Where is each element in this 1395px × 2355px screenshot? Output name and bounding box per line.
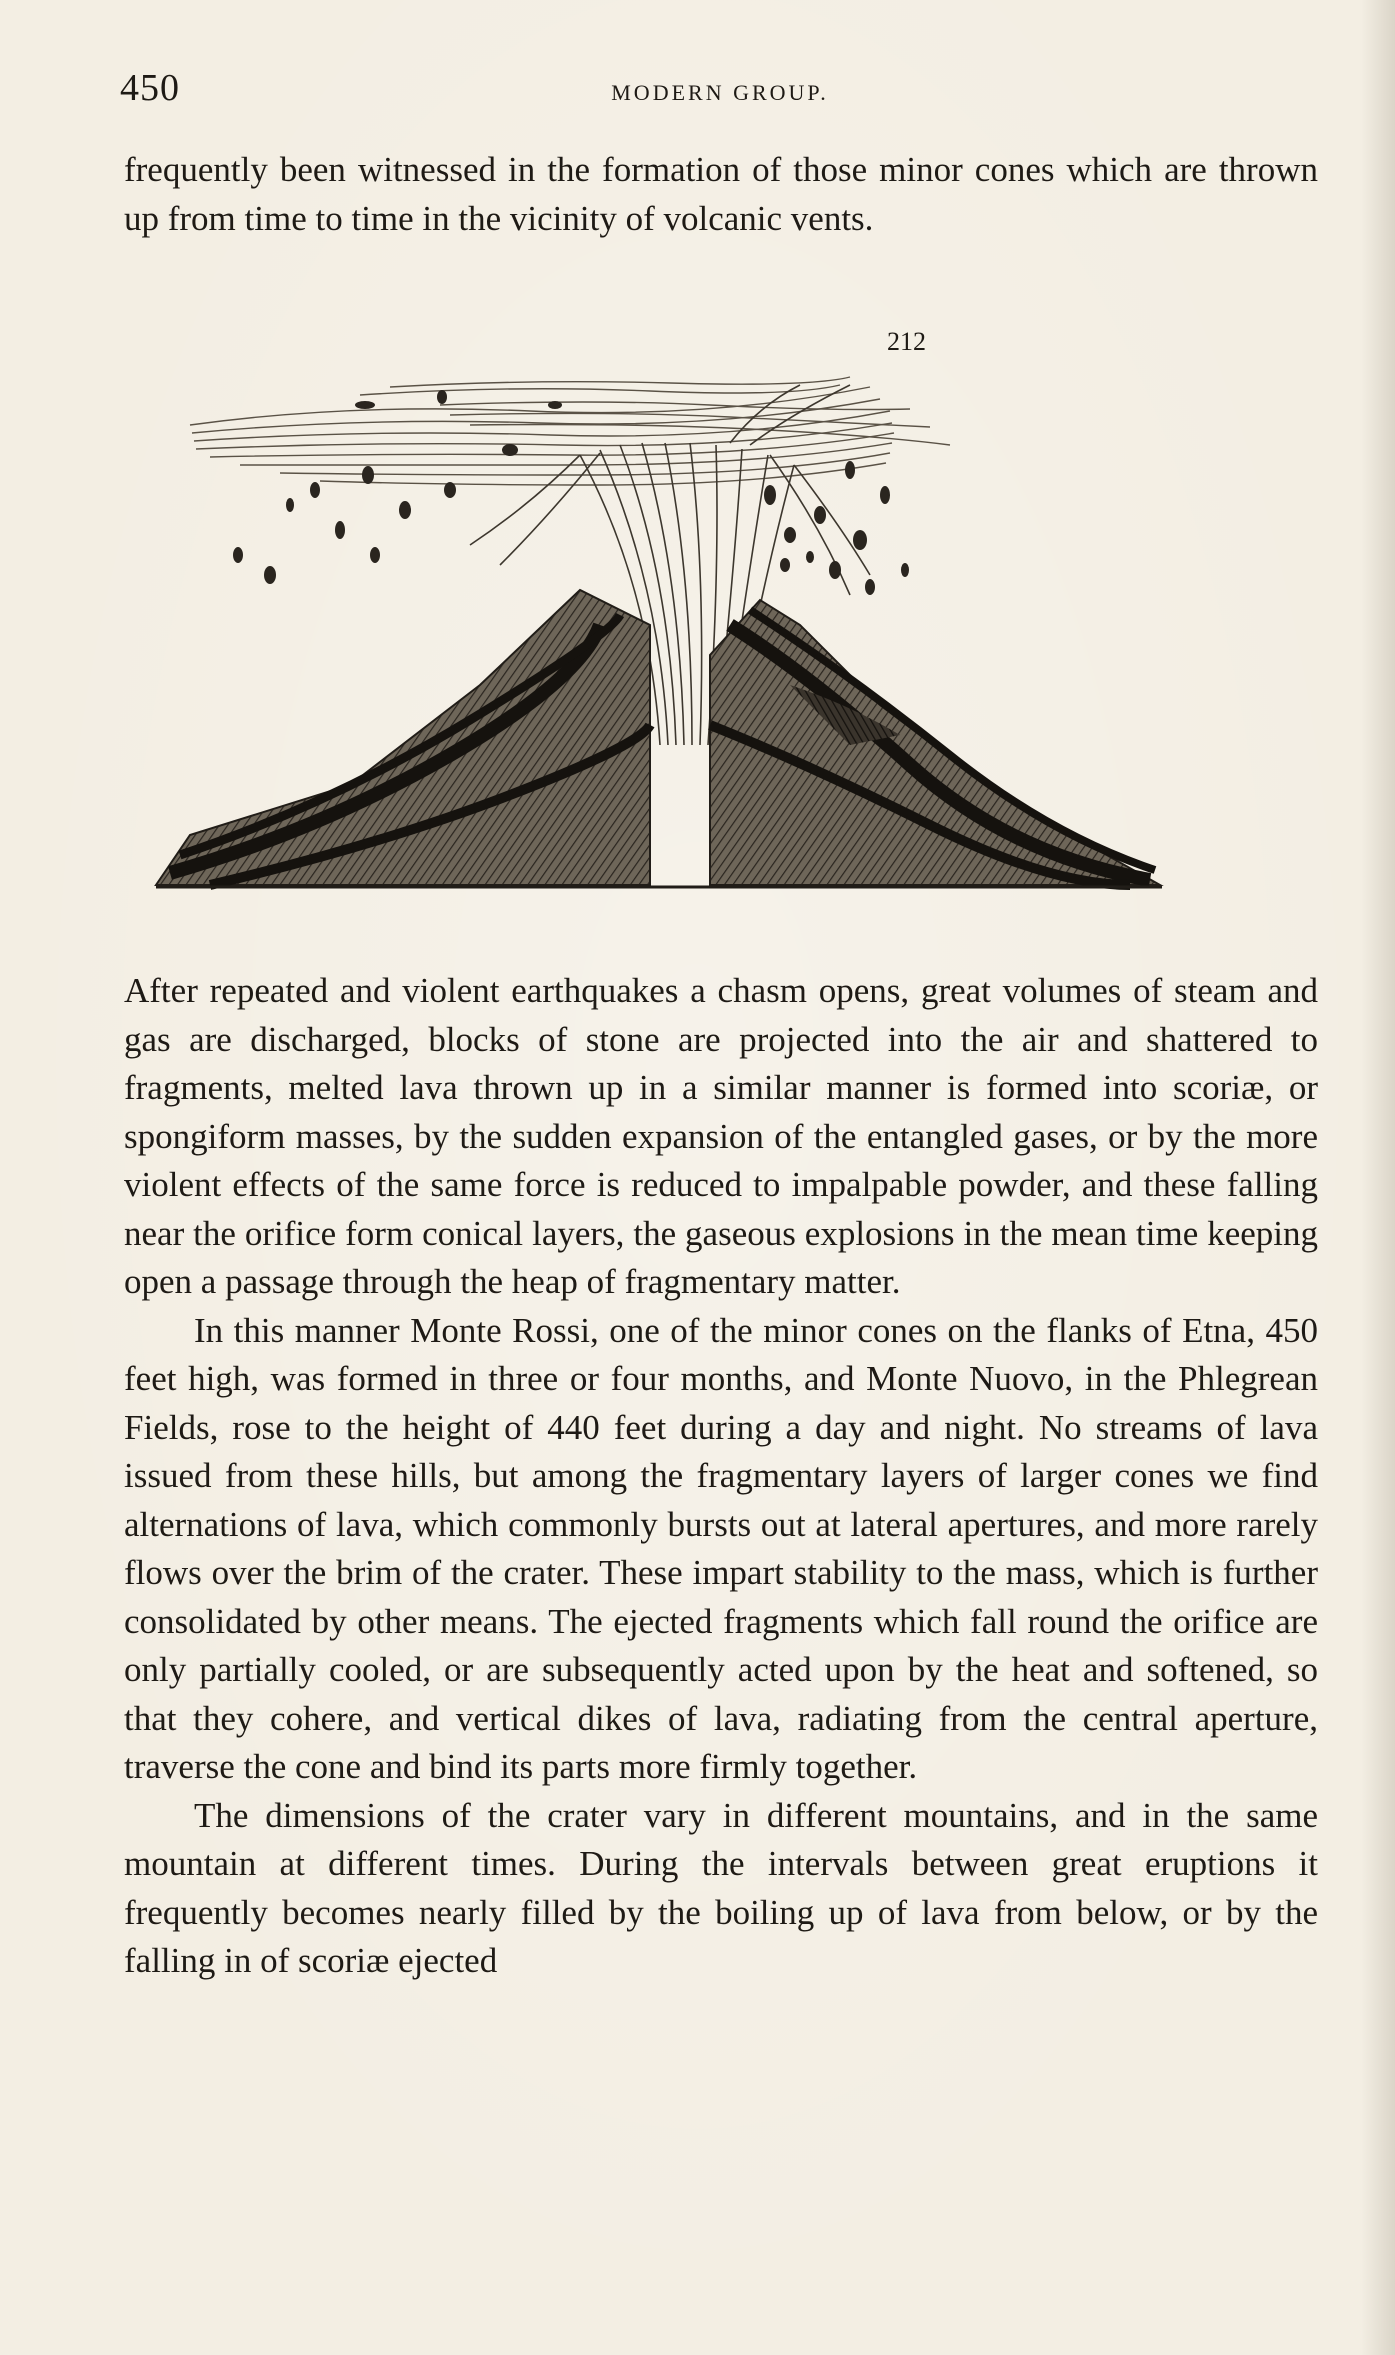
page-number: 450 <box>120 67 180 109</box>
intro-text-block <box>124 146 1318 243</box>
volcano-engraving <box>150 325 1320 925</box>
page-edge-shadow <box>1361 0 1395 2355</box>
body-paragraph-2: In this manner Monte Rossi, one of the minor cones on the flanks of Etna, 450 feet high, was formed in three or four months, and Monte Nuovo, in the Phlegrean Fields, rose to the height of 440 feet during a day and night. No streams of lava issued from these hills, but among the fragmentary layers of larger cones we find alternations of lava, which commonly bursts out at lateral apertures, and more rarely flows over the brim of the crater. These impart stability to the mass, which is further consolidated by other means. The ejected fragments which fall round the orifice are only partially cooled, or are subsequently acted upon by the heat and softened, so that they cohere, and vertical dikes of lava, radiating from the central aperture, traverse the cone and bind its parts more firmly together. <box>124 1310 1318 1786</box>
volcano-figure <box>150 325 1320 925</box>
figure-number: 212 <box>887 327 926 356</box>
intro-paragraph: frequently been witnessed in the formation of those minor cones which are thrown up from time to time in the vicinity of volcanic vents. <box>124 150 1318 238</box>
body-paragraph-1: After repeated and violent earthquakes a chasm opens, great volumes of steam and gas are discharged, blocks of stone are projected into the air and shattered to fragments, melted lava thrown up in a similar manner is formed into scoriæ, or spongiform masses, by the sudden expansion of the entangled gases, or by the more violent effects of the same force is reduced to impalpable powder, and these falling near the orifice form conical layers, the gaseous explosions in the mean time keeping open a passage through the heap of fragmentary matter. <box>124 971 1318 1301</box>
cone-right-slope <box>710 600 1160 885</box>
page-header <box>120 62 1320 122</box>
smoke-cloud <box>190 377 950 485</box>
cone-left-slope <box>156 590 650 885</box>
running-head: MODERN GROUP. <box>611 80 829 105</box>
body-paragraph-3: The dimensions of the crater vary in different mountains, and in the same mountain at different times. During the intervals between great eruptions it frequently becomes nearly filled by the boiling up of lava from below, or by the falling in of scoriæ ejected <box>124 1795 1318 1980</box>
body-text-block <box>124 967 1318 1986</box>
